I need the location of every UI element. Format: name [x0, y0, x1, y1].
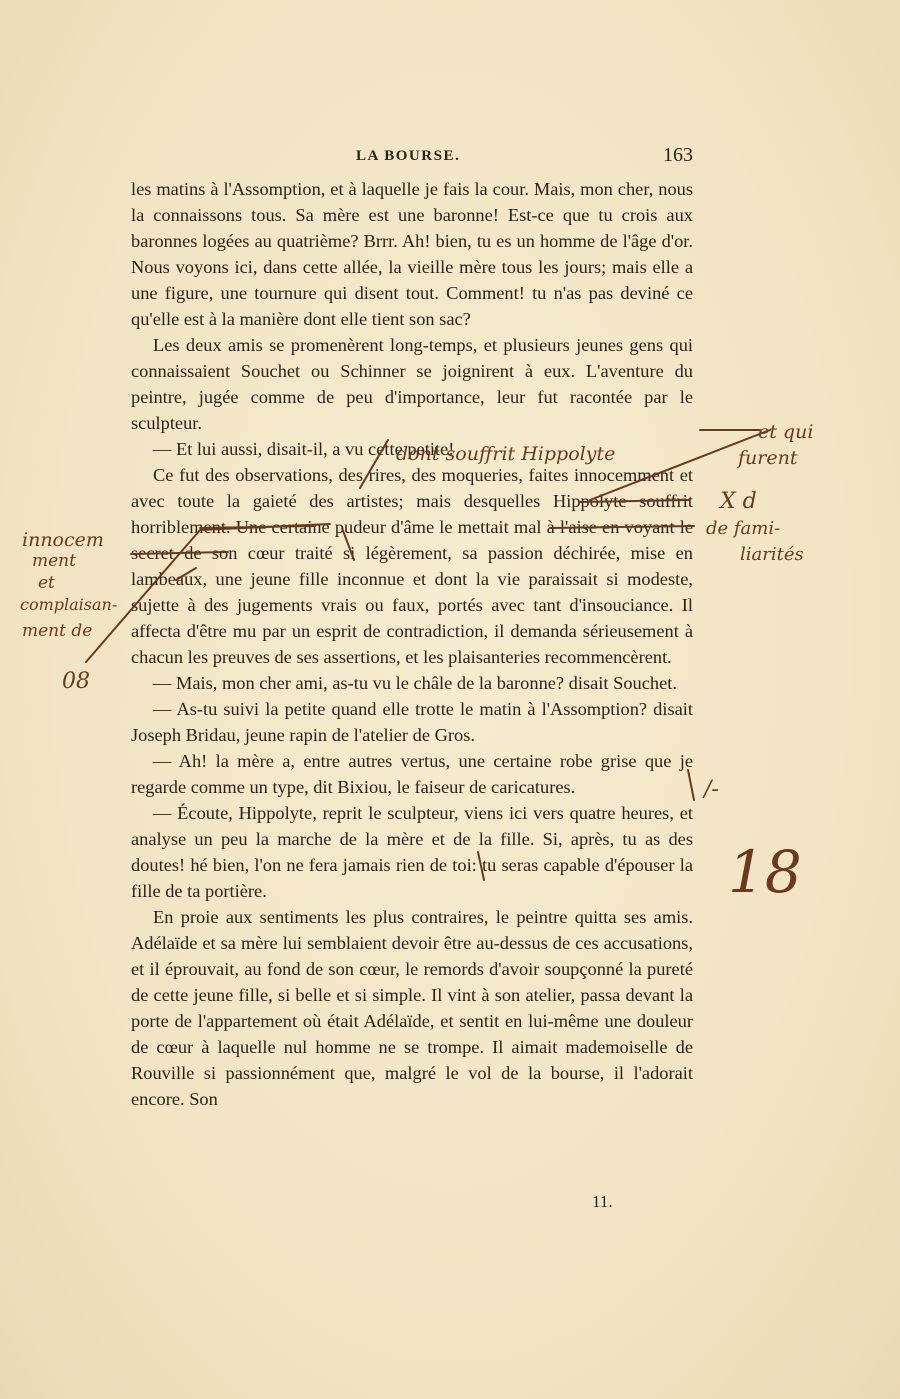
margin-note-right-4: liarités [740, 544, 804, 565]
paragraph: — Et lui aussi, disait-il, a vu cette petite! [153, 439, 455, 459]
paragraph: En proie aux sentiments les plus contraires, le peintre quitta ses amis. Adélaïde et sa mère lui semblaient devoir être au-dessus de ces accusations, et il éprouvait, au fond de son cœur, le remords d'avoir soupçonné la pureté de cette jeune fille, si belle et si simple. Il vint à son atelier, passa devant la porte de l'appartement où était Adélaïde, et sentit en lui-même une douleur de cœur à laquelle nul homme ne se trompe. Il aimait mademoiselle de Rouville si passionnément que, malgré le vol de la bourse, il l'adorait encore. Son [131, 907, 693, 1109]
paragraph: — As-tu suivi la petite quand elle trotte le matin à l'Assomption? disait Joseph Bridau, jeune rapin de l'atelier de Gros. [131, 699, 693, 745]
margin-note-left-1: innocem [22, 529, 104, 551]
running-title: LA BOURSE. [356, 148, 461, 164]
inline-note: dont souffrit Hippolyte [396, 443, 616, 465]
paragraph: Les deux amis se promenèrent long-temps, et plusieurs jeunes gens qui connaissaient Souchet ou Schinner se joignirent à eux. L'aventure du peintre, jugée comme de peu d'importance, leur fut racontée par le sculpteur. [131, 335, 693, 433]
margin-big-number: 18 [728, 838, 802, 906]
margin-note-left-4: complaisan- [20, 595, 118, 614]
page-header [131, 146, 693, 172]
paragraph: — Écoute, Hippolyte, reprit le sculpteur, viens ici vers quatre heures, et analyse un peu la marche de la mère et de la fille. Si, après, tu as des doutes! hé bien, l'on ne fera jamais rien de toi: tu seras capable d'épouser la fille de ta portière. [131, 803, 693, 901]
margin-number-left: 08 [62, 669, 90, 694]
margin-note-left-5: ment de [22, 621, 93, 641]
margin-note-left-2: ment [32, 551, 76, 571]
margin-note-right-3: de fami- [706, 518, 781, 539]
margin-note-left-3: et [38, 573, 55, 593]
paragraph: — Ah! la mère a, entre autres vertus, une certaine robe grise que je regarde comme un type, dit Bixiou, le faiseur de caricatures. [131, 751, 693, 797]
signature-mark: 11. [592, 1192, 613, 1211]
paragraph: les matins à l'Assomption, et à laquelle je fais la cour. Mais, mon cher, nous la connaissons tous. Sa mère est une baronne! Est-ce que tu crois aux baronnes logées au quatrième? Brrr. Ah! bien, tu es un homme de l'âge d'or. Nous voyons ici, dans cette allée, la vieille mère tous les jours; mais elle a une figure, une tournure qui disent tout. Comment! tu n'as pas deviné ce qu'elle est à la manière dont elle tient son sac? [131, 179, 693, 329]
paragraph: — Mais, mon cher ami, as-tu vu le châle de la baronne? disait Souchet. [153, 673, 677, 693]
page-number: 163 [663, 144, 693, 166]
margin-bracket: /- [704, 777, 719, 802]
margin-note-right-2: furent [738, 447, 798, 469]
body-text [131, 176, 693, 1112]
margin-note-right-1: et qui [758, 421, 814, 443]
margin-mark-x: X d [720, 489, 757, 514]
paragraph: Ce fut des observations, des rires, des moqueries, faites innocemment et avec toute la gaieté des artistes; mais desquelles Hippolyte souffrit horriblement. Une certaine pudeur d'âme le mettait mal à l'aise en voyant le secret de son cœur traité si légèrement, sa passion déchirée, mise en lambeaux, une jeune fille inconnue et dont la vie paraissait si modeste, sujette à des jugements vrais ou faux, portés avec tant d'insouciance. Il affecta d'être mu par un esprit de contradiction, il demanda sérieusement à chacun les preuves de ses assertions, et les plaisanteries recommencèrent. [131, 465, 693, 667]
